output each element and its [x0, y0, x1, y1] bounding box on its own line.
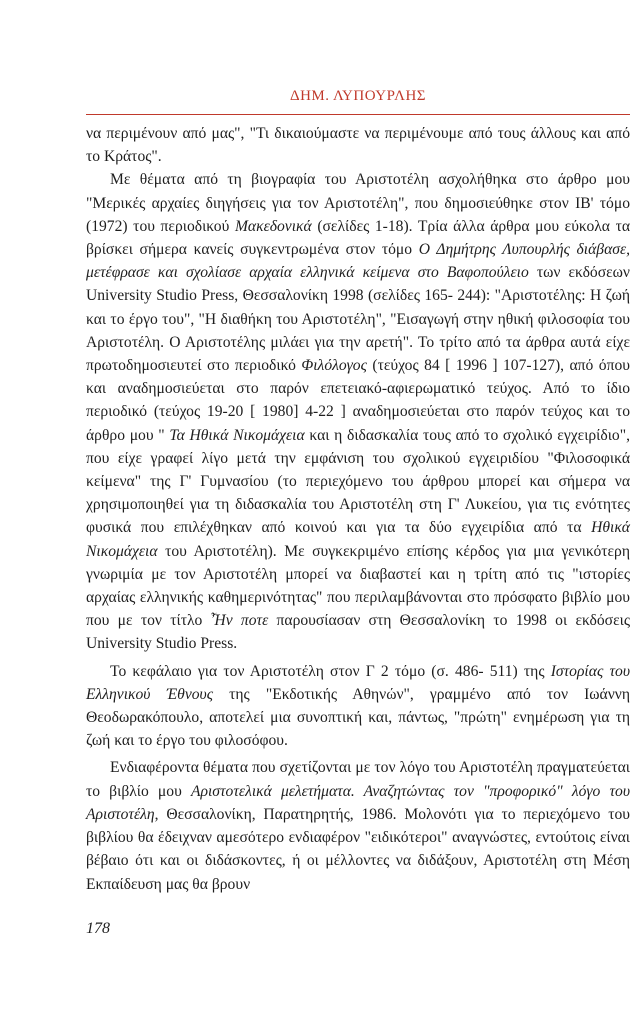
text-run: (σελίδες 1-18). Τρία άλλα άρθρα μου εύκολα τα βρίσκει σήμερα κανείς συγκεντρωμένα στον τόμο: [86, 217, 631, 259]
text-run: να περιμένουν από μας", "Τι δικαιούμαστε να περιμένουμε από τους άλλους και από το Κράτος".: [86, 125, 630, 166]
italic-title: Ο Δημήτρης Λυπουρλής διάβασε, μετέφρασε και σχολίασε αρχαία ελληνικά κείμενα στο Βαφοπούλειο: [86, 241, 630, 282]
header-rule: [86, 114, 630, 115]
paragraph: [86, 756, 630, 895]
paragraph: [86, 122, 630, 168]
text-run: Με θέματα από τη βιογραφία του Αριστοτέλη ασχολήθηκα στο άρθρο μου "Μερικές αρχαίες διηγήσεις για τον Αριστοτέλη", που δημοσιεύθηκε στον ΙΒ' τόμο (1972) του περιοδικού: [86, 171, 630, 235]
text-run: , Θεσσαλονίκη, Παρατηρητής, 1986. Μολονότι για το περιεχόμενο του βιβλίου θα έδειχναν αμεσότερο ενδιαφέρον "ειδικότεροι" αναγνώστες, εντούτοις είναι βέβαιο ότι και οι διδάσκοντες, ή οι μέλλοντες να διδάξουν, Αριστοτέλη στη Μέση Εκπαίδευση μας θα βρουν: [86, 805, 630, 893]
text-run: του Αριστοτέλη). Με συγκεκριμένο επίσης κέρδος για μια γενικότερη γνωριμία με τον Αριστοτέλη μπορεί να διαβαστεί και η τρίτη από τις "ιστορίες αρχαίας ελληνικής καθημερινότητας" που περιλαμβάνονται στο πρόσφατο βιβλίο μου που με τον τίτλο: [86, 542, 630, 630]
text-run: Το κεφάλαιο για τον Αριστοτέλη στον Γ 2 τόμο (σ. 486- 511) της: [110, 662, 551, 680]
text-run: παρουσίασαν στη Θεσσαλονίκη το 1998 οι εκδόσεις University Studio Press.: [86, 612, 630, 653]
paragraph: [86, 660, 630, 753]
text-run: και η διδασκαλία τους από το σχολικό εγχειρίδιο", που είχε γραφεί λίγο μετά την εμφάνιση του σχολικού εγχειριδίου "Φιλοσοφικά κείμενα" της Γ' Γυμνασίου (το περιεχόμενο του άρθρου μπορεί και σήμερα να χρησιμοποιηθεί για τη διδασκαλία του Αριστοτέλη στη Γ' Λυκείου, για τις ενότητες φυσικά που επιλέχθηκαν από κοινού και για τα δύο εγχειρίδια από τα: [86, 426, 630, 537]
italic-title: Ἦν ποτε: [210, 612, 269, 630]
running-head: ΔΗΜ. ΛΥΠΟΥΡΛΗΣ: [289, 88, 427, 104]
body-text: [86, 122, 630, 896]
italic-title: Τα Ηθικά Νικομάχεια: [169, 426, 305, 444]
italic-title: Αριστοτελικά μελετήματα. Αναζητώντας τον "προφορικό" λόγο του Αριστοτέλη: [86, 782, 630, 823]
text-run: των εκδόσεων University Studio Press, Θεσσαλονίκη 1998 (σελίδες 165- 244): "Αριστοτέλης: Η ζωή και το έργο του", "Η διαθήκη του Αριστοτέλη", "Εισαγωγή στην ηθική φιλοσοφία του Αριστοτέλη. Ο Αριστοτέλης μιλάει για την αρετή". Το τρίτο από τα άρθρα αυτά είχε πρωτοδημοσιευτεί στο περιοδικό: [86, 264, 630, 375]
italic-title: Ιστορίας του Ελληνικού Έθνους: [86, 662, 630, 703]
text-run: Ενδιαφέροντα θέματα που σχετίζονται με τον λόγο του Αριστοτέλη πραγματεύεται το βιβλίο μου: [86, 759, 630, 800]
paragraph: [86, 168, 630, 655]
text-run: της "Εκδοτικής Αθηνών", γραμμένο από τον Ιωάννη Θεοδωρακόπουλο, αποτελεί μια συνοπτική και, πάντως, "πρώτη" ενημέρωση για τη ζωή και το έργο του φιλοσόφου.: [86, 685, 630, 750]
page-number: 178: [86, 920, 110, 937]
italic-title: Ηθικά Νικομάχεια: [86, 519, 630, 560]
text-run: (τεύχος 84 [ 1996 ] 107-127), από όπου και αναδημοσιεύεται στο παρόν επετειακό-αφιερωματικό τεύχος. Από το ίδιο περιοδικό (τεύχος 19-20 [ 1980] 4-22 ] αναδημοσιεύεται στο παρόν τεύχος και το άρθρο μου ": [86, 357, 630, 444]
italic-title: Μακεδονικά: [234, 217, 312, 235]
italic-title: Φιλόλογος: [301, 357, 367, 375]
